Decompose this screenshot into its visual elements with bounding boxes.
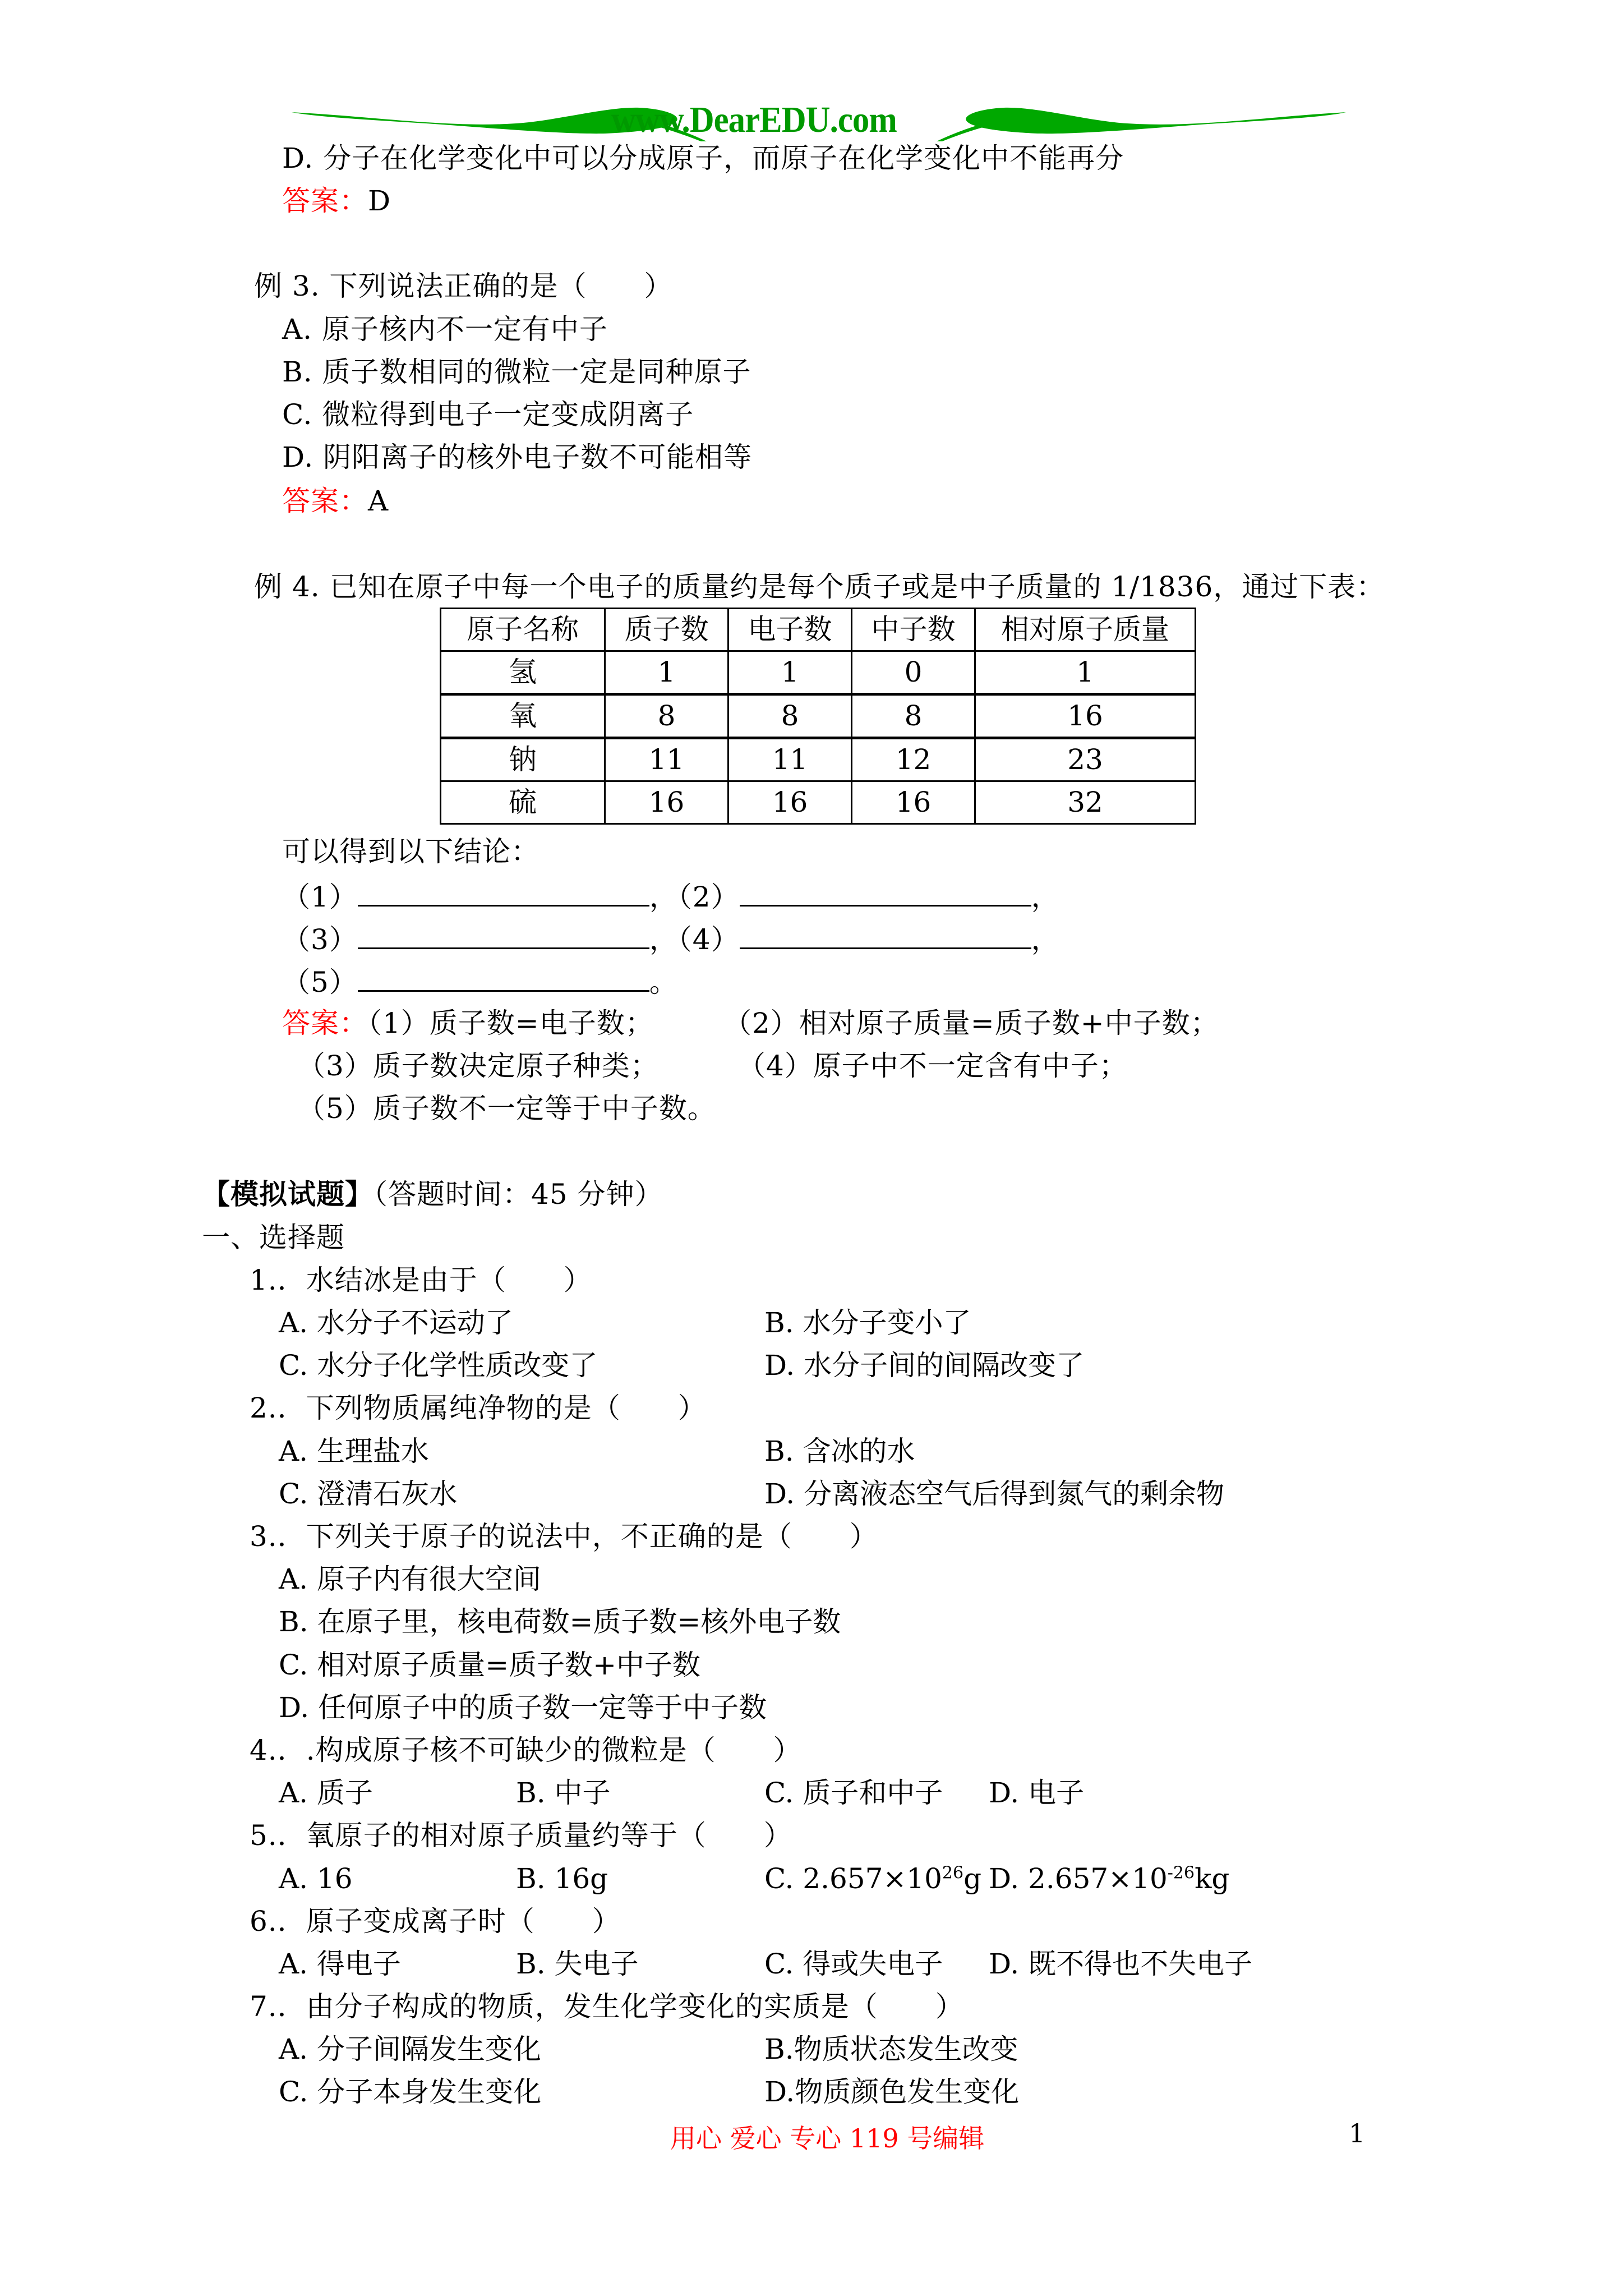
table-cell: 23 (975, 738, 1196, 781)
q6-option-c: C. 得或失电子 (764, 1948, 943, 1980)
q6-stem: 6.．原子变成离子时（ ） (250, 1905, 621, 1938)
ex3-question: 例 3. 下列说法正确的是（ ） (254, 270, 673, 302)
ex3-option-c: C. 微粒得到电子一定变成阴离子 (282, 398, 694, 431)
table-cell: 1 (605, 651, 728, 694)
table-cell: 11 (728, 738, 852, 781)
blank-label-4: ，（4） (649, 923, 740, 956)
table-header-cell: 原子名称 (441, 609, 605, 651)
q5-option-d-unit: kg (1195, 1862, 1230, 1895)
answer-label: 答案： (282, 485, 368, 517)
table-cell: 硫 (441, 781, 605, 824)
table-cell: 8 (728, 694, 852, 738)
q1-option-b: B. 水分子变小了 (764, 1306, 971, 1339)
table-header-row (441, 609, 1196, 651)
blank-comma: ， (1031, 881, 1060, 913)
q5-option-d-exponent: -26 (1167, 1863, 1195, 1883)
q3-option-d: D. 任何原子中的质子数一定等于中子数 (279, 1691, 767, 1724)
table-header-cell: 中子数 (852, 609, 975, 651)
blank-field-3[interactable] (358, 919, 649, 949)
blank-label-1: （1） (282, 881, 358, 913)
q7-option-b: B.物质状态发生改变 (764, 2033, 1018, 2065)
section-title: 一、选择题 (202, 1221, 345, 1254)
q5-stem: 5.．氧原子的相对原子质量约等于（ ） (250, 1819, 792, 1852)
ex4-question: 例 4. 已知在原子中每一个电子的质量约是每个质子或是中子质量的 1/1836，通过下表： (254, 570, 1385, 603)
q4-stem: 4.．.构成原子核不可缺少的微粒是（ ） (250, 1734, 802, 1766)
mock-title: 【模拟试题】 (202, 1177, 374, 1211)
table-cell: 11 (605, 738, 728, 781)
q4-option-a: A. 质子 (279, 1777, 373, 1809)
table-row (441, 651, 1196, 694)
answer-label: 答案： (282, 1007, 368, 1039)
table-cell: 0 (852, 651, 975, 694)
blank-field-4[interactable] (740, 919, 1031, 949)
q5-option-d-base: D. 2.657×10 (989, 1862, 1168, 1895)
ex4-answer-4: （4）原子中不一定含有中子； (737, 1050, 1128, 1082)
q3-stem: 3.．下列关于原子的说法中，不正确的是（ ） (250, 1520, 878, 1553)
q2-stem: 2.．下列物质属纯净物的是（ ） (250, 1392, 707, 1424)
q5-option-c-unit: g (963, 1862, 982, 1895)
blank-comma: ， (1031, 923, 1060, 956)
q3-option-a: A. 原子内有很大空间 (279, 1563, 541, 1595)
q5-option-c (764, 1861, 981, 1897)
q2-option-a: A. 生理盐水 (279, 1435, 429, 1467)
table-cell: 16 (605, 781, 728, 824)
table-cell: 12 (852, 738, 975, 781)
blank-row-3 (282, 962, 678, 1000)
q5-option-b: B. 16g (516, 1862, 608, 1895)
table-cell: 1 (975, 651, 1196, 694)
q3-option-b: B. 在原子里，核电荷数=质子数=核外电子数 (279, 1605, 841, 1638)
ex3-option-b: B. 质子数相同的微粒一定是同种原子 (282, 356, 751, 388)
table-cell: 氢 (441, 651, 605, 694)
q6-option-b: B. 失电子 (516, 1948, 639, 1980)
ex2-answer (282, 183, 391, 219)
q7-option-a: A. 分子间隔发生变化 (279, 2033, 541, 2065)
blank-label-3: （3） (282, 923, 358, 956)
q7-option-d: D.物质颜色发生变化 (764, 2076, 1020, 2108)
ex4-answer-1: （1）质子数=电子数； (368, 1007, 654, 1039)
q2-option-c: C. 澄清石灰水 (279, 1478, 458, 1510)
q7-option-c: C. 分子本身发生变化 (279, 2076, 542, 2108)
mock-test-heading (202, 1176, 663, 1212)
blank-label-2: ，（2） (649, 881, 740, 913)
q5-option-c-base: C. 2.657×10 (764, 1862, 942, 1895)
q5-option-a: A. 16 (279, 1862, 353, 1895)
q7-stem: 7.．由分子构成的物质，发生化学变化的实质是（ ） (250, 1990, 964, 2023)
q1-option-d: D. 水分子间的间隔改变了 (764, 1349, 1085, 1382)
q4-option-b: B. 中子 (516, 1777, 611, 1809)
logo-text: www.DearEDU.com (611, 99, 897, 140)
table-header-cell: 质子数 (605, 609, 728, 651)
ex4-answer-5: （5）质子数不一定等于中子数。 (297, 1092, 716, 1125)
q3-option-c: C. 相对原子质量=质子数+中子数 (279, 1649, 701, 1681)
table-cell: 钠 (441, 738, 605, 781)
ex4-answer-3: （3）质子数决定原子种类； (297, 1050, 659, 1082)
table-row (441, 694, 1196, 738)
blank-period: 。 (649, 966, 678, 999)
answer-label: 答案： (282, 185, 368, 217)
page-footer-text: 用心 爱心 专心 119 号编辑 (670, 2123, 985, 2154)
q2-option-b: B. 含冰的水 (764, 1435, 915, 1467)
table-header-cell: 电子数 (728, 609, 852, 651)
atom-data-table (440, 608, 1196, 825)
answer-value: A (368, 485, 389, 517)
mock-time-note: （答题时间：45 分钟） (374, 1178, 663, 1211)
q1-stem: 1.．水结冰是由于（ ） (250, 1264, 592, 1296)
blank-row-1 (282, 877, 1060, 915)
q5-option-d (989, 1861, 1229, 1897)
table-cell: 1 (728, 651, 852, 694)
blank-field-5[interactable] (358, 962, 649, 992)
ex3-answer (282, 483, 389, 519)
ex3-option-a: A. 原子核内不一定有中子 (282, 313, 608, 346)
ex2-option-d: D. 分子在化学变化中可以分成原子，而原子在化学变化中不能再分 (282, 142, 1124, 174)
blank-field-2[interactable] (740, 877, 1031, 907)
blank-row-2 (282, 919, 1060, 958)
q6-option-d: D. 既不得也不失电子 (989, 1948, 1253, 1980)
q1-option-a: A. 水分子不运动了 (279, 1306, 513, 1339)
table-header-cell: 相对原子质量 (975, 609, 1196, 651)
ex4-answer-row-1 (282, 1005, 654, 1041)
q4-option-c: C. 质子和中子 (764, 1777, 943, 1809)
table-cell: 16 (975, 694, 1196, 738)
table-cell: 氧 (441, 694, 605, 738)
table-row (441, 738, 1196, 781)
ex4-answer-2: （2）相对原子质量=质子数+中子数； (723, 1007, 1219, 1039)
blank-label-5: （5） (282, 966, 358, 999)
conclusion-intro: 可以得到以下结论： (282, 835, 540, 868)
table-row (441, 781, 1196, 824)
blank-field-1[interactable] (358, 877, 649, 907)
q4-option-d: D. 电子 (989, 1777, 1085, 1809)
q6-option-a: A. 得电子 (279, 1948, 401, 1980)
table-cell: 16 (728, 781, 852, 824)
table-cell: 8 (852, 694, 975, 738)
logo-swoosh-right (966, 108, 1346, 134)
table-cell: 32 (975, 781, 1196, 824)
answer-value: D (368, 185, 391, 217)
q2-option-d: D. 分离液态空气后得到氮气的剩余物 (764, 1478, 1225, 1510)
page-number: 1 (1349, 2118, 1366, 2148)
q1-option-c: C. 水分子化学性质改变了 (279, 1349, 598, 1382)
table-cell: 16 (852, 781, 975, 824)
q5-option-c-exponent: 26 (942, 1863, 964, 1883)
ex3-option-d: D. 阴阳离子的核外电子数不可能相等 (282, 441, 753, 473)
table-cell: 8 (605, 694, 728, 738)
